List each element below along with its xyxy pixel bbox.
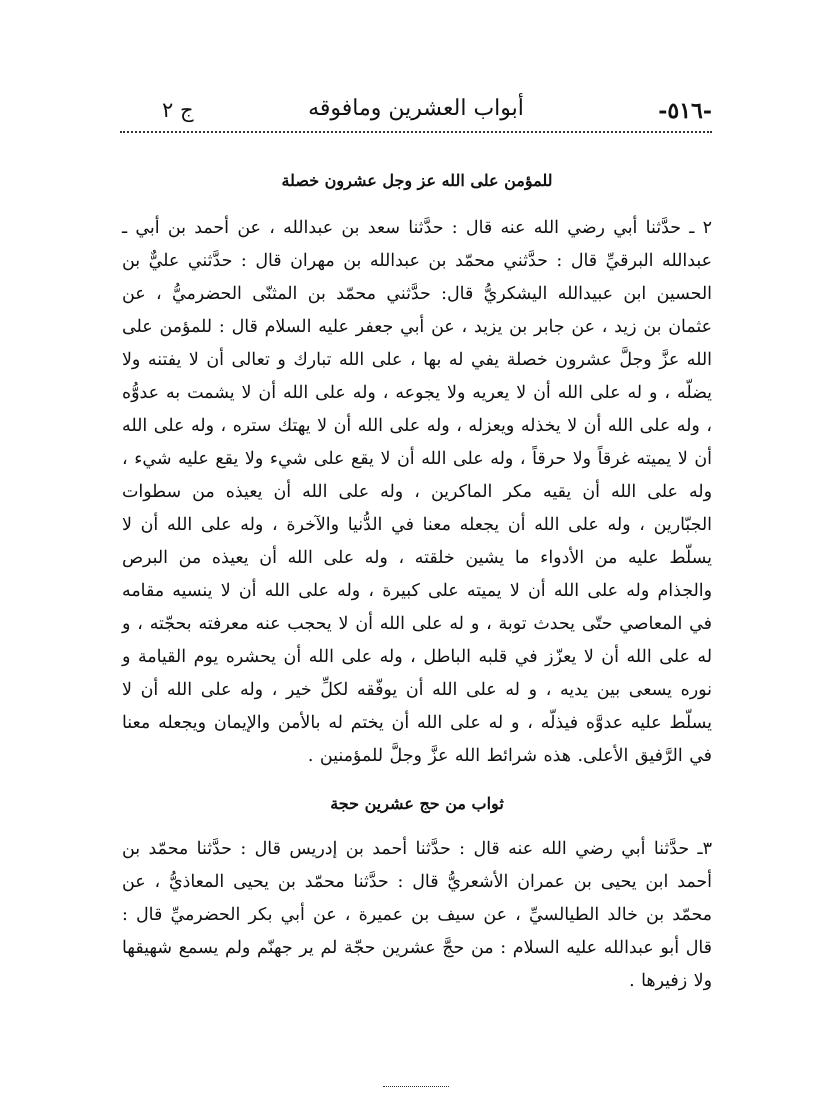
volume-label: ج ٢ [162, 98, 194, 122]
hadith-3-text: ٣ـ حدَّثنا أبي رضي الله عنه قال : حدَّثنا أحمد بن إدريس قال : حدَّثنا محمّد بن أحمد ابن يحيى بن عمران الأشعريُّ قال : حدَّثنا محمّد بن يحيى المعاذيُّ ، عن محمّد بن خالد الطيالسيِّ ، عن سيف بن عميرة ، عن أبي بكر الحضرميِّ قال : قال أبو عبدالله عليه السلام : من حجَّ عشرين حجّة لم ير جهنّم ولم يسمع شهيقها ولا زفيرها . [122, 839, 712, 991]
section-heading-1: للمؤمن على الله عز وجل عشرون خصلة [281, 171, 553, 190]
page-body [122, 166, 712, 998]
section-heading-2: ثواب من حج عشرين حجة [330, 794, 504, 813]
hadith-2-text: ٢ ـ حدَّثنا أبي رضي الله عنه قال : حدَّثنا سعد بن عبدالله ، عن أحمد بن أبي ـ عبدالله البرقيِّ قال : حدَّثني محمّد بن عبدالله بن مهران قال : حدَّثني عليٌّ بن الحسين ابن عبيدالله اليشكريُّ قال: حدَّثني محمّد بن المثنّى الحضرميُّ ، عن عثمان بن زيد ، عن جابر بن يزيد ، عن أبي جعفر عليه السلام قال : للمؤمن على الله عزَّ وجلَّ عشرون خصلة يفي له بها ، على الله تبارك و تعالى أن لا يفتنه ولا يضلّه ، و له على الله أن لا يعريه ولا يجوعه ، وله على الله أن لا يشمت به عدوُّه ، وله على الله أن لا يخذله ويعزله ، وله على الله أن لا يهتك ستره ، وله على الله أن لا يميته غرقاً ولا حرقاً ، وله على الله أن لا يقع على شيء ولا يقع عليه شيء ، وله على الله أن يقيه مكر الماكرين ، وله على الله أن يعيذه من سطوات الجبّارين ، وله على الله أن يجعله معنا في الدُّنيا والآخرة ، وله على الله أن لا يسلّط عليه من الأدواء ما يشين خلقته ، وله على الله أن يعيذه من البرص والجذام وله على الله أن لا يميته على كبيرة ، وله على الله أن لا ينسيه مقامه في المعاصي حتّى يحدث توبة ، و له على الله أن لا يحجب عنه معرفته بحجّته ، و له على الله أن لا يعزّز في قلبه الباطل ، وله على الله أن يحشره يوم القيامة و نوره يسعى بين يديه ، و له على الله أن يوفّقه لكلِّ خير ، وله على الله أن لا يسلّط عليه عدوَّه فيذلّه ، و له على الله أن يختم له بالأمن والإيمان ويجعله معنا في الرَّفيق الأعلى. هذه شرائط الله عزَّ وجلَّ للمؤمنين . [122, 218, 712, 766]
page-number: -٥١٦- [658, 98, 712, 124]
running-header [120, 92, 712, 132]
header-divider [120, 131, 712, 133]
book-title: أبواب العشرين ومافوقه [308, 96, 524, 121]
end-divider [383, 1086, 449, 1087]
